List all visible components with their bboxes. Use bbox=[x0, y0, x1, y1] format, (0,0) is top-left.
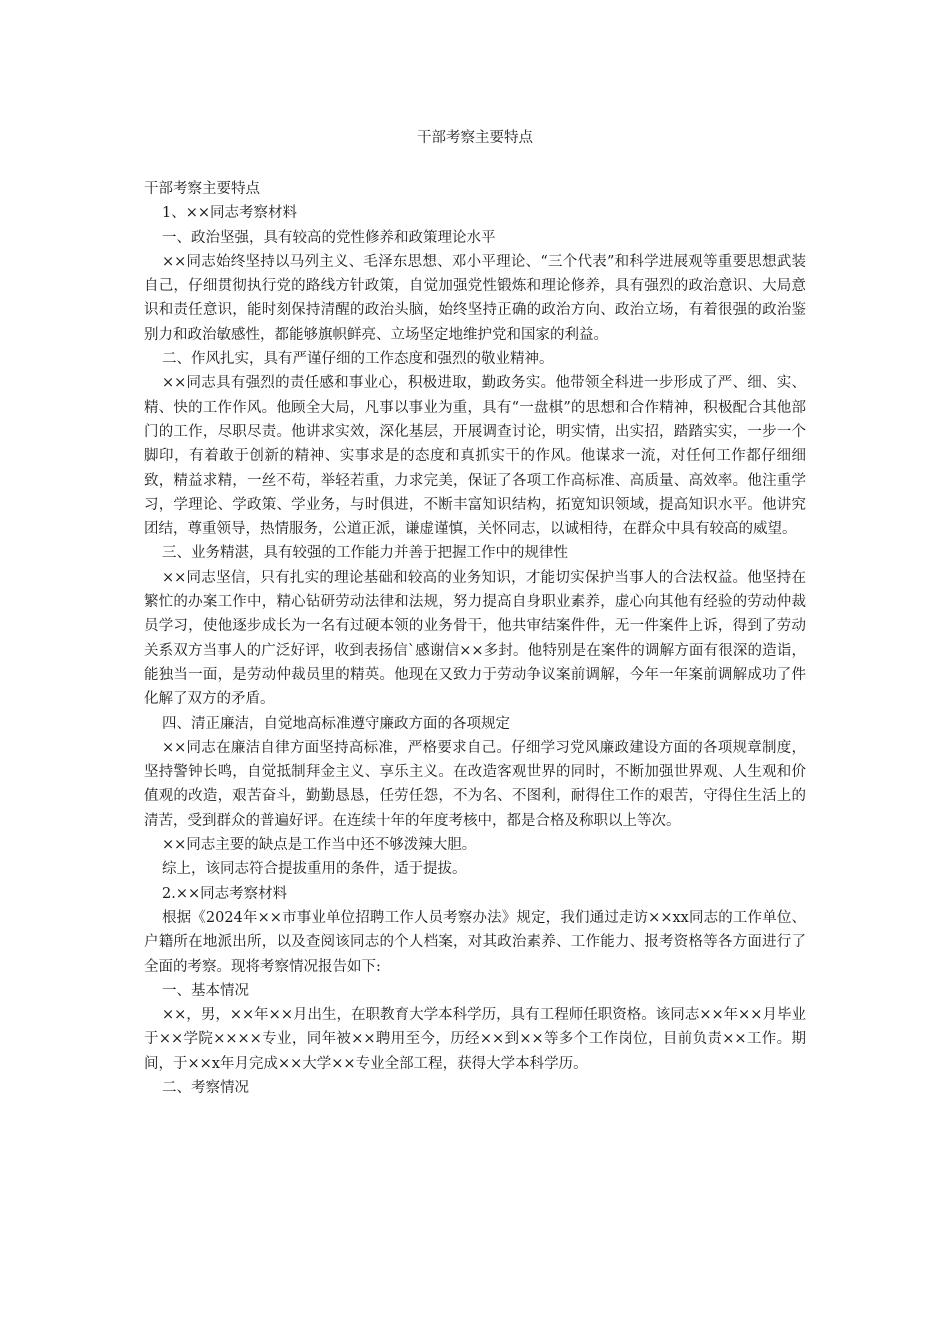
document-body bbox=[144, 177, 806, 1100]
paragraph: ××同志坚信，只有扎实的理论基础和较高的业务知识，才能切实保护当事人的合法权益。他坚持在繁忙的办案工作中，精心钻研劳动法律和法规，努力提高自身职业素养，虚心向其他有经验的劳动仲裁员学习，使他逐步成长为一名有过硬本领的业务骨干，他共审结案件件，无一件案件上诉，得到了劳动关系双方当事人的广泛好评，收到表扬信`感谢信××多封。他特别是在案件的调解方面有很深的造诣，能独当一面，是劳动仲裁员里的精英。他现在又致力于劳动争议案前调解，今年一年案前调解成功了件化解了双方的矛盾。 bbox=[144, 569, 806, 708]
paragraph: 干部考察主要特点 bbox=[144, 181, 260, 197]
paragraph: ××同志主要的缺点是工作当中还不够泼辣大胆。 bbox=[162, 837, 477, 854]
paragraph: 二、作风扎实，具有严谨仔细的工作态度和强烈的敬业精神。 bbox=[162, 351, 554, 368]
paragraph: 2.××同志考察材料 bbox=[162, 885, 288, 902]
paragraph: 1、××同志考察材料 bbox=[162, 205, 298, 222]
paragraph: ××同志具有强烈的责任感和事业心，积极进取，勤政务实。他带领全科进一步形成了严、细、实、精、快的工作作风。他顾全大局，凡事以事业为重，具有“一盘棋”的思想和合作精神，积极配合其他部门的工作，尽职尽责。他讲求实效，深化基层，开展调查讨论，明实情，出实招，踏踏实实，一步一个脚印，有着敢于创新的精神、实事求是的态度和真抓实干的作风。他谋求一流，对任何工作都仔细细致，精益求精，一丝不苟，举轻若重，力求完美，保证了各项工作高标准、高质量、高效率。他注重学习，学理论、学政策、学业务，与时俱进，不断丰富知识结构，拓宽知识领域，提高知识水平。他讲究团结，尊重领导，热情服务，公道正派，谦虚谨慎，关怀同志，以诚相待，在群众中具有较高的威望。 bbox=[144, 375, 806, 538]
paragraph: 二、考察情况 bbox=[162, 1079, 249, 1096]
paragraph: 综上，该同志符合提拔重用的条件，适于提拔。 bbox=[162, 861, 467, 878]
paragraph: 三、业务精湛，具有较强的工作能力并善于把握工作中的规律性 bbox=[162, 545, 568, 562]
paragraph: 一、基本情况 bbox=[162, 982, 249, 999]
paragraph: ××同志在廉洁自律方面坚持高标准，严格要求自己。仔细学习党风廉政建设方面的各项规章制度，坚持警钟长鸣，自觉抵制拜金主义、享乐主义。在改造客观世界的同时，不断加强世界观、人生观和价值观的改造，艰苦奋斗，勤勤恳恳，任劳任怨，不为名、不图利，耐得住工作的艰苦，守得住生活上的清苦，受到群众的普遍好评。在连续十年的年度考核中，都是合格及称职以上等次。 bbox=[144, 739, 806, 829]
paragraph: 四、清正廉洁，自觉地高标准遵守廉政方面的各项规定 bbox=[162, 715, 510, 732]
paragraph: ××同志始终坚持以马列主义、毛泽东思想、邓小平理论、“三个代表”和科学进展观等重要思想武装自己，仔细贯彻执行党的路线方针政策，自觉加强党性锻炼和理论修养，具有强烈的政治意识、大局意识和责任意识，能时刻保持清醒的政治头脑，始终坚持正确的政治方向、政治立场，有着很强的政治鉴别力和政治敏感性，都能够旗帜鲜亮、立场坚定地维护党和国家的利益。 bbox=[144, 253, 806, 343]
paragraph: 一、政治坚强，具有较高的党性修养和政策理论水平 bbox=[162, 229, 496, 246]
paragraph: 根据《2024年××市事业单位招聘工作人员考察办法》规定，我们通过走访××xx同志的工作单位、户籍所在地派出所，以及查阅该同志的个人档案，对其政治素养、工作能力、报考资格等各方面进行了全面的考察。现将考察情况报告如下: bbox=[144, 909, 806, 975]
paragraph: ××，男，××年××月出生，在职教育大学本科学历，具有工程师任职资格。该同志××年××月毕业于××学院××××专业，同年被××聘用至今，历经××到××等多个工作岗位，目前负责××工作。期间，于××x年月完成××大学××专业全部工程，获得大学本科学历。 bbox=[144, 1007, 806, 1072]
document-title: 干部考察主要特点 bbox=[417, 130, 533, 146]
